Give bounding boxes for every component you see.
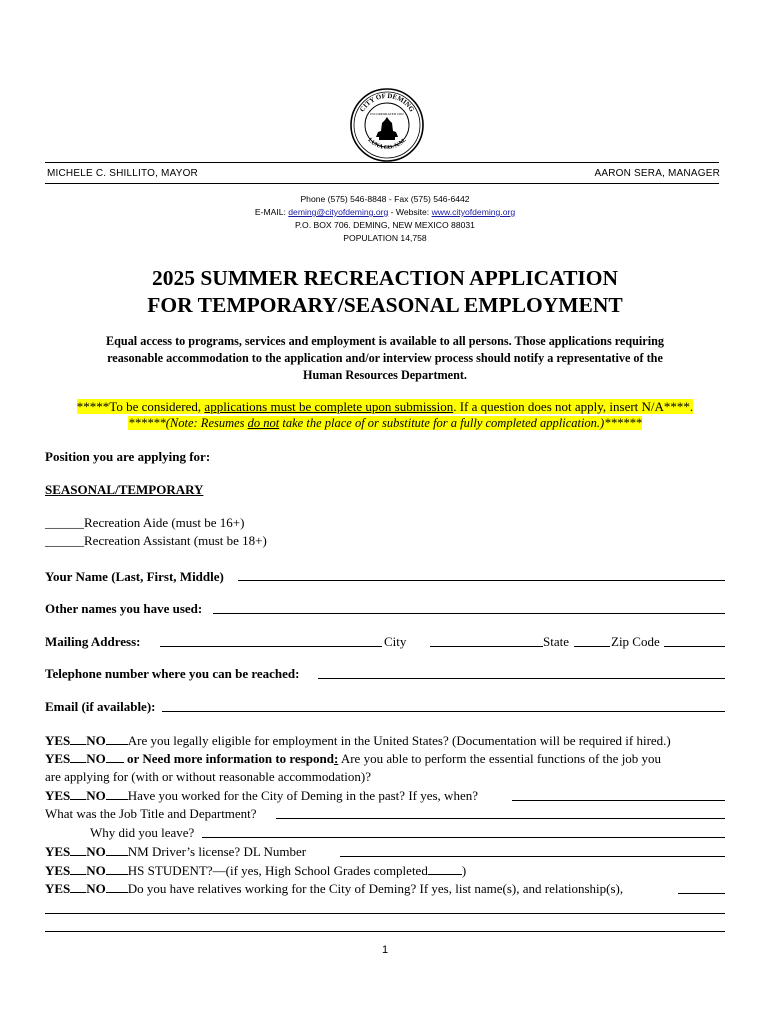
question-text: Are you able to perform the essential functions of the job you xyxy=(338,751,662,766)
position-option-aide[interactable] xyxy=(45,514,244,531)
relatives-input-line-3[interactable] xyxy=(45,931,725,932)
mailing-address-input-line[interactable] xyxy=(160,646,382,647)
no-label: NO xyxy=(86,733,106,748)
yes-blank[interactable] xyxy=(70,843,86,856)
email-input-line[interactable] xyxy=(162,711,725,712)
no-blank[interactable] xyxy=(106,862,128,875)
email-prefix: E-MAIL: xyxy=(254,207,289,217)
no-label: NO xyxy=(86,863,106,878)
grades-blank[interactable] xyxy=(428,862,462,875)
relatives-input-line-1[interactable] xyxy=(678,893,725,894)
no-blank[interactable] xyxy=(106,843,128,856)
equal-access-line3: Human Resources Department. xyxy=(303,368,467,382)
state-label: State xyxy=(543,634,569,649)
position-option-label: Recreation Aide (must be 16+) xyxy=(84,515,245,530)
website-link[interactable]: www.cityofdeming.org xyxy=(431,207,516,217)
question-eligibility xyxy=(45,732,671,749)
no-label: NO xyxy=(86,881,106,896)
equal-access-line1: Equal access to programs, services and employment is available to all persons. Those applications requiring xyxy=(106,334,664,348)
no-label: NO xyxy=(86,788,106,803)
city-input-line[interactable] xyxy=(430,646,543,647)
yes-label: YES xyxy=(45,751,71,766)
no-blank[interactable] xyxy=(106,750,124,763)
mayor-name: MICHELE C. SHILLITO, MAYOR xyxy=(47,168,198,179)
notice-l1-b: applications must be complete upon submission xyxy=(204,399,454,414)
relatives-input-line-2[interactable] xyxy=(45,913,725,914)
job-title-label: What was the Job Title and Department? xyxy=(45,806,257,821)
question-drivers-license xyxy=(45,843,306,860)
yes-blank[interactable] xyxy=(70,880,86,893)
question-text: Have you worked for the City of Deming in the past? If yes, when? xyxy=(127,788,478,803)
yes-label: YES xyxy=(45,881,71,896)
notice-line2 xyxy=(0,415,770,432)
question-text: HS STUDENT?—(if yes, High School Grades completed xyxy=(127,863,428,878)
telephone-label: Telephone number where you can be reached: xyxy=(45,666,300,681)
page-title-line1: 2025 SUMMER RECREACTION APPLICATION xyxy=(151,266,619,290)
population-line: POPULATION 14,758 xyxy=(343,233,427,243)
notice-l2-a: ******(Note: Resumes xyxy=(128,416,248,430)
worked-when-input-line[interactable] xyxy=(512,800,725,801)
section-seasonal-temporary: SEASONAL/TEMPORARY xyxy=(45,482,204,497)
question-worked-before xyxy=(45,787,478,804)
notice-l2-c: take the place of or substitute for a fully completed application.)****** xyxy=(279,416,642,430)
yes-label: YES xyxy=(45,788,71,803)
yes-blank[interactable] xyxy=(70,787,86,800)
question-relatives xyxy=(45,880,623,897)
question-text: Are you legally eligible for employment in the United States? (Documentation will be required if hired.) xyxy=(127,733,671,748)
website-prefix: - Website: xyxy=(388,207,432,217)
email-label: Email (if available): xyxy=(45,699,156,714)
header-rule-bottom xyxy=(45,183,719,184)
city-seal xyxy=(349,87,425,163)
position-label: Position you are applying for: xyxy=(45,449,211,464)
email-link[interactable]: deming@cityofdeming.org xyxy=(288,207,389,217)
name-input-line[interactable] xyxy=(238,580,725,581)
question-essential-functions-cont: are applying for (with or without reasonable accommodation)? xyxy=(45,769,371,784)
position-option-blank[interactable]: ______ xyxy=(45,533,84,548)
seal-bottom-text: LUNA CO. N.M. xyxy=(366,137,408,152)
seal-inner-text: INCORPORATED 1902 xyxy=(370,112,404,116)
zip-input-line[interactable] xyxy=(664,646,725,647)
name-label: Your Name (Last, First, Middle) xyxy=(45,569,224,584)
question-text: Do you have relatives working for the City of Deming? If yes, list name(s), and relationship(s), xyxy=(127,881,624,896)
yes-label: YES xyxy=(45,844,71,859)
no-label: NO xyxy=(86,751,106,766)
equal-access-line2: reasonable accommodation to the application and/or interview process should notify a representative of the xyxy=(107,351,663,365)
yes-blank[interactable] xyxy=(70,750,86,763)
question-hs-student xyxy=(45,862,466,879)
question-text-end: ) xyxy=(461,863,467,878)
position-option-blank[interactable]: ______ xyxy=(45,515,84,530)
page-number: 1 xyxy=(381,944,389,956)
mailing-address-label: Mailing Address: xyxy=(45,634,141,649)
yes-label: YES xyxy=(45,733,71,748)
job-title-input-line[interactable] xyxy=(276,818,725,819)
notice-l2-b: do not xyxy=(247,416,280,430)
header-rule-top xyxy=(45,162,719,163)
no-blank[interactable] xyxy=(106,880,128,893)
why-leave-input-line[interactable] xyxy=(202,837,725,838)
question-essential-functions xyxy=(45,750,661,767)
zip-label: Zip Code xyxy=(611,634,660,649)
notice-l1-a: *****To be considered, xyxy=(76,399,205,414)
no-blank[interactable] xyxy=(106,787,128,800)
why-leave-label: Why did you leave? xyxy=(90,825,195,840)
manager-name: AARON SERA, MANAGER xyxy=(594,168,720,179)
state-input-line[interactable] xyxy=(574,646,610,647)
dl-number-input-line[interactable] xyxy=(340,856,725,857)
address-line: P.O. BOX 706. DEMING, NEW MEXICO 88031 xyxy=(295,220,475,230)
yes-label: YES xyxy=(45,863,71,878)
position-option-label: Recreation Assistant (must be 18+) xyxy=(84,533,267,548)
no-blank[interactable] xyxy=(106,732,128,745)
city-label: City xyxy=(384,634,407,649)
position-option-assistant[interactable] xyxy=(45,532,267,549)
city-of-deming-seal-icon xyxy=(349,87,425,163)
colon: : xyxy=(333,751,339,766)
need-more-info-label: or Need more information to respond xyxy=(123,751,334,766)
other-names-input-line[interactable] xyxy=(213,613,725,614)
seal-top-text: CITY OF DEMING xyxy=(358,92,416,114)
telephone-input-line[interactable] xyxy=(318,678,725,679)
email-website-line xyxy=(0,206,770,220)
notice-line1 xyxy=(0,398,770,415)
question-text: NM Driver’s license? DL Number xyxy=(127,844,307,859)
phone-line: Phone (575) 546-8848 - Fax (575) 546-6442 xyxy=(300,194,470,204)
no-label: NO xyxy=(86,844,106,859)
yes-blank[interactable] xyxy=(70,862,86,875)
page-title-line2: FOR TEMPORARY/SEASONAL EMPLOYMENT xyxy=(147,293,623,317)
other-names-label: Other names you have used: xyxy=(45,601,203,616)
notice-l1-c: . If a question does not apply, insert N/A****. xyxy=(453,399,694,414)
yes-blank[interactable] xyxy=(70,732,86,745)
